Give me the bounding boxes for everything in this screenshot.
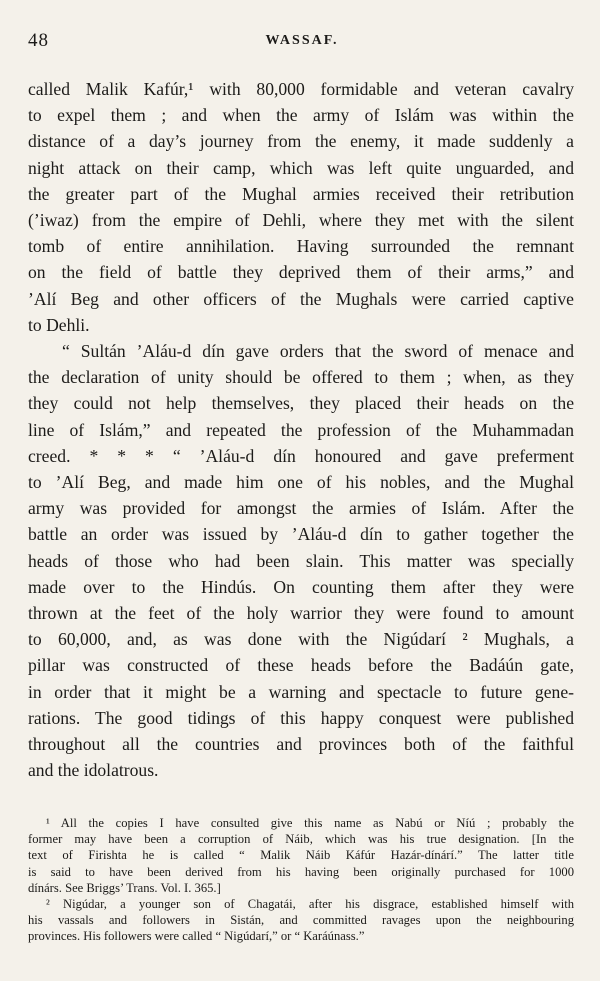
text-line: made over to the Hindús. On counting them after they were [28, 576, 574, 597]
text-line: in order that it might be a warning and spectacle to future gene- [28, 681, 574, 702]
text-line: to expel them ; and when the army of Islám was within the [28, 105, 574, 126]
text-line: army was provided for amongst the armies of Islám. After the [28, 498, 574, 519]
footnote-line: is said to have been derived from his having been originally purchased for 1000 [28, 864, 574, 879]
footnote-line: provinces. His followers were called “ Nigúdarí,” or “ Karáúnass.” [28, 929, 365, 944]
text-line: thrown at the feet of the holy warrior they were found to amount [28, 603, 574, 624]
footnote-line: ¹ All the copies I have consulted give this name as Nabú or Níú ; probably the [46, 816, 574, 830]
text-line: ’Alí Beg and other officers of the Mughals were carried captive [28, 288, 574, 309]
footnote-line: dínárs. See Briggs’ Trans. Vol. I. 365.] [28, 880, 221, 895]
text-line: to Dehli. [28, 314, 90, 335]
text-line: called Malik Kafúr,¹ with 80,000 formidable and veteran cavalry [28, 79, 574, 99]
text-line: heads of those who had been slain. This matter was specially [28, 550, 574, 571]
text-line: they could not help themselves, they placed their heads on the [28, 393, 574, 414]
text-line: line of Islám,” and repeated the profession of the Muhammadan [28, 419, 574, 440]
text-line: (’iwaz) from the empire of Dehli, where they met with the silent [28, 210, 574, 231]
text-line: to ’Alí Beg, and made him one of his nobles, and the Mughal [28, 472, 574, 493]
text-line: to 60,000, and, as was done with the Nigúdarí ² Mughals, a [28, 629, 574, 650]
page-number: 48 [28, 30, 49, 51]
main-text [28, 76, 574, 783]
footnote-line: text of Firishta he is called “ Malik Náib Káfúr Hazár-dínárí.” The latter title [28, 848, 574, 863]
text-line: the greater part of the Mughal armies received their retribution [28, 183, 574, 204]
footnote-line: former may have been a corruption of Náib, which was his true designation. [In the [28, 832, 574, 847]
text-line: distance of a day’s journey from the enemy, it made suddenly a [28, 131, 574, 152]
text-line: rations. The good tidings of this happy conquest were published [28, 707, 574, 728]
running-head [28, 30, 576, 54]
footnotes [28, 815, 574, 945]
text-line: tomb of entire annihilation. Having surrounded the remnant [28, 236, 574, 257]
text-line: pillar was constructed of these heads before the Badáún gate, [28, 655, 574, 676]
text-line: and the idolatrous. [28, 760, 159, 781]
footnote-line: ² Nigúdar, a younger son of Chagatái, after his disgrace, established himself with [46, 897, 574, 912]
text-line: “ Sultán ’Aláu-d dín gave orders that the sword of menace and [62, 341, 574, 362]
text-line: on the field of battle they deprived them of their arms,” and [28, 262, 574, 283]
footnote-line: his vassals and followers in Sistán, and committed ravages upon the neighbouring [28, 913, 574, 928]
text-line: night attack on their camp, which was left quite unguarded, and [28, 157, 574, 178]
text-line: battle an order was issued by ’Aláu-d dín to gather together the [28, 524, 574, 545]
text-line: throughout all the countries and provinces both of the faithful [28, 734, 574, 755]
text-line: creed. * * * “ ’Aláu-d dín honoured and gave preferment [28, 445, 574, 466]
text-line: the declaration of unity should be offered to them ; when, as they [28, 367, 574, 388]
running-title: WASSAF. [265, 33, 339, 48]
